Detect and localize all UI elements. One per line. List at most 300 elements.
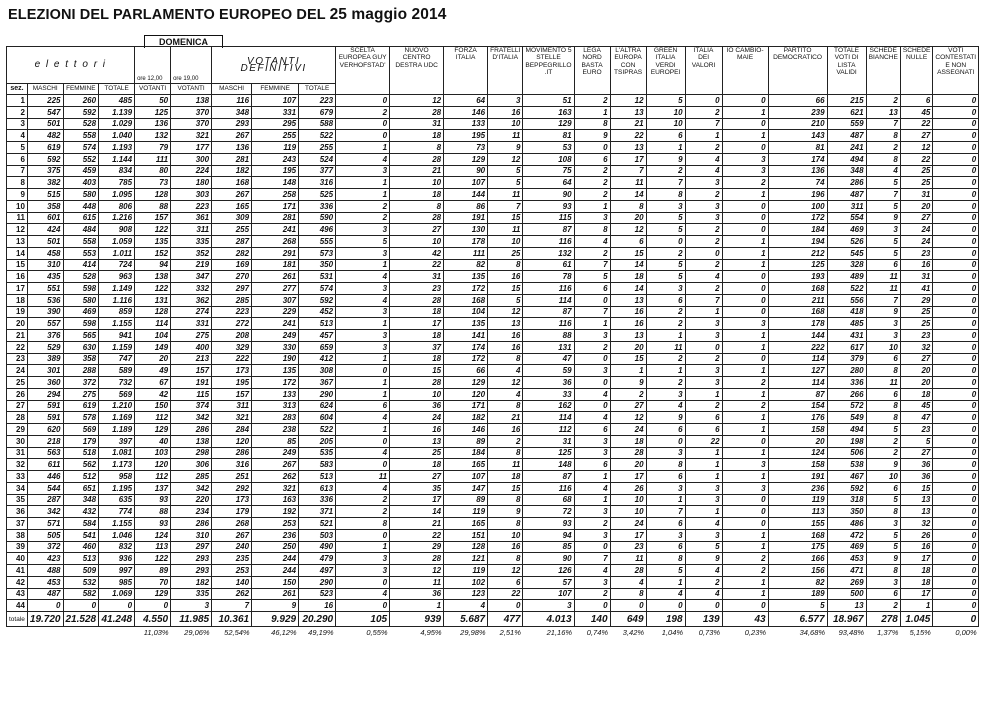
table-cell: 452 (299, 306, 336, 318)
table-cell: 5 (866, 424, 900, 436)
total-cell: 477 (488, 612, 523, 627)
table-cell: 146 (444, 424, 488, 436)
table-cell: 0 (722, 353, 768, 365)
table-cell: 1 (336, 177, 390, 189)
table-cell: 371 (299, 506, 336, 518)
table-cell: 218 (27, 435, 63, 447)
table-row (7, 553, 979, 565)
table-cell: 555 (299, 236, 336, 248)
table-cell: 136 (768, 165, 827, 177)
section-number: 17 (7, 283, 28, 295)
section-number: 18 (7, 294, 28, 306)
table-cell: 13 (610, 330, 646, 342)
table-row (7, 529, 979, 541)
table-cell: 125 (135, 106, 171, 118)
table-cell: 311 (171, 224, 212, 236)
table-cell: 31 (523, 435, 574, 447)
table-cell: 36 (900, 471, 932, 483)
table-cell: 28 (610, 565, 646, 577)
table-cell: 114 (768, 353, 827, 365)
table-cell: 29 (390, 541, 444, 553)
table-cell: 8 (866, 565, 900, 577)
table-row (7, 600, 979, 612)
table-cell: 149 (135, 341, 171, 353)
table-cell: 1.169 (99, 412, 135, 424)
table-cell: 552 (63, 153, 99, 165)
table-cell: 6 (646, 518, 685, 530)
table-cell: 178 (444, 236, 488, 248)
table-row (7, 506, 979, 518)
table-cell: 104 (444, 306, 488, 318)
table-cell: 10 (390, 388, 444, 400)
table-cell: 262 (212, 588, 252, 600)
table-cell: 41 (900, 283, 932, 295)
table-cell: 1.059 (99, 236, 135, 248)
table-cell: 208 (212, 330, 252, 342)
table-cell: 174 (768, 153, 827, 165)
table-cell: 13 (610, 142, 646, 154)
table-cell: 20 (900, 200, 932, 212)
table-cell: 7 (574, 553, 610, 565)
table-cell: 1 (722, 236, 768, 248)
table-cell: 124 (135, 529, 171, 541)
table-cell: 431 (827, 330, 866, 342)
table-cell: 11 (610, 177, 646, 189)
table-cell: 558 (63, 130, 99, 142)
table-cell: 8 (646, 459, 685, 471)
table-cell: 580 (63, 189, 99, 201)
table-cell: 471 (827, 565, 866, 577)
table-cell: 24 (610, 518, 646, 530)
section-number: 31 (7, 447, 28, 459)
party-header: SCHEDE BIANCHE (866, 47, 900, 95)
table-cell: 11 (866, 271, 900, 283)
table-cell: 0 (933, 130, 979, 142)
table-cell: 18 (390, 330, 444, 342)
table-row (7, 294, 979, 306)
table-cell: 0 (933, 283, 979, 295)
table-cell: 2 (646, 247, 685, 259)
table-cell: 5 (488, 177, 523, 189)
table-cell: 28 (390, 294, 444, 306)
table-cell: 532 (63, 576, 99, 588)
table-cell: 294 (27, 388, 63, 400)
table-cell: 6 (866, 353, 900, 365)
table-cell: 3 (574, 447, 610, 459)
total-cell: 20.290 (299, 612, 336, 627)
table-cell: 20 (610, 212, 646, 224)
table-cell: 16 (900, 259, 932, 271)
total-cell: 105 (336, 612, 390, 627)
table-cell: 36 (900, 459, 932, 471)
table-cell: 1.195 (99, 482, 135, 494)
table-cell: 113 (768, 506, 827, 518)
table-cell: 2 (646, 353, 685, 365)
percentage-cell: 3,42% (622, 628, 645, 637)
table-cell: 10 (866, 471, 900, 483)
table-cell: 8 (866, 130, 900, 142)
table-cell: 2 (722, 553, 768, 565)
table-cell: 12 (610, 224, 646, 236)
table-cell: 9 (488, 506, 523, 518)
table-cell: 107 (523, 588, 574, 600)
table-cell: 526 (827, 236, 866, 248)
section-number: 1 (7, 95, 28, 107)
percentage-cell: 5,15% (909, 628, 931, 637)
maschi-header: MASCHI (212, 84, 252, 95)
table-cell: 941 (99, 330, 135, 342)
table-cell: 15 (488, 482, 523, 494)
table-cell: 5 (866, 494, 900, 506)
table-cell: 22 (390, 529, 444, 541)
table-cell: 8 (488, 553, 523, 565)
table-cell: 3 (336, 247, 390, 259)
table-cell: 6 (488, 576, 523, 588)
table-cell: 10 (488, 118, 523, 130)
table-cell: 1.149 (99, 283, 135, 295)
table-cell: 23 (900, 424, 932, 436)
table-cell: 3 (574, 365, 610, 377)
table-cell: 0 (685, 95, 722, 107)
table-cell: 569 (99, 388, 135, 400)
percentage-cell: 93,48% (838, 628, 865, 637)
table-cell: 785 (99, 177, 135, 189)
table-cell: 173 (212, 494, 252, 506)
table-cell: 282 (212, 247, 252, 259)
table-cell: 497 (299, 565, 336, 577)
table-cell: 4 (336, 271, 390, 283)
table-cell: 487 (827, 189, 866, 201)
table-cell: 157 (212, 388, 252, 400)
table-cell: 14 (610, 259, 646, 271)
table-cell: 963 (99, 271, 135, 283)
table-cell: 485 (99, 95, 135, 107)
table-cell: 321 (252, 482, 299, 494)
table-cell: 375 (27, 165, 63, 177)
table-cell: 572 (827, 400, 866, 412)
table-cell: 311 (212, 400, 252, 412)
table-cell: 172 (768, 212, 827, 224)
table-cell: 178 (768, 318, 827, 330)
table-cell: 806 (99, 200, 135, 212)
table-row (7, 224, 979, 236)
table-cell: 613 (299, 482, 336, 494)
table-cell: 191 (171, 377, 212, 389)
table-cell: 128 (444, 541, 488, 553)
table-cell: 2 (722, 565, 768, 577)
table-cell: 0 (574, 142, 610, 154)
table-cell: 18 (390, 353, 444, 365)
table-cell: 94 (135, 259, 171, 271)
table-cell: 0 (933, 518, 979, 530)
table-cell: 382 (27, 177, 63, 189)
table-cell: 2 (722, 377, 768, 389)
table-cell: 590 (299, 212, 336, 224)
table-cell: 28 (390, 553, 444, 565)
table-cell: 133 (252, 388, 299, 400)
table-cell: 321 (171, 130, 212, 142)
table-cell: 22 (488, 588, 523, 600)
table-cell: 0 (722, 212, 768, 224)
table-cell: 16 (390, 424, 444, 436)
table-cell: 486 (827, 518, 866, 530)
table-cell: 1.040 (99, 130, 135, 142)
table-cell: 0 (27, 600, 63, 612)
table-cell: 0 (933, 541, 979, 553)
table-cell: 604 (299, 412, 336, 424)
table-cell: 5 (646, 259, 685, 271)
table-cell: 0 (933, 435, 979, 447)
table-cell: 5 (768, 600, 827, 612)
table-cell: 3 (336, 553, 390, 565)
table-cell: 1 (574, 318, 610, 330)
table-cell: 136 (212, 142, 252, 154)
table-cell: 545 (827, 247, 866, 259)
table-cell: 5 (866, 177, 900, 189)
table-cell: 1 (722, 412, 768, 424)
table-cell: 515 (27, 189, 63, 201)
table-cell: 28 (390, 377, 444, 389)
table-cell: 150 (135, 400, 171, 412)
table-cell: 453 (827, 553, 866, 565)
table-cell: 0 (933, 553, 979, 565)
table-cell: 280 (827, 365, 866, 377)
table-cell: 222 (768, 341, 827, 353)
table-cell: 400 (171, 341, 212, 353)
table-cell: 4 (685, 165, 722, 177)
table-cell: 562 (63, 459, 99, 471)
table-cell: 61 (523, 259, 574, 271)
table-cell: 82 (768, 576, 827, 588)
table-cell: 2 (685, 283, 722, 295)
table-cell: 7 (685, 118, 722, 130)
table-cell: 122 (135, 283, 171, 295)
table-cell: 1 (336, 353, 390, 365)
table-cell: 31 (390, 118, 444, 130)
table-cell: 5 (866, 247, 900, 259)
table-cell: 122 (135, 224, 171, 236)
table-cell: 0 (722, 518, 768, 530)
table-cell: 8 (866, 153, 900, 165)
table-cell: 8 (610, 588, 646, 600)
table-cell: 553 (63, 247, 99, 259)
table-cell: 592 (299, 294, 336, 306)
table-cell: 13 (610, 106, 646, 118)
table-cell: 513 (299, 318, 336, 330)
table-cell: 2 (574, 247, 610, 259)
table-cell: 3 (866, 318, 900, 330)
percentage-cell: 1,04% (661, 628, 684, 637)
table-cell: 9 (646, 412, 685, 424)
table-cell: 310 (27, 259, 63, 271)
table-cell: 7 (646, 177, 685, 189)
table-cell: 229 (252, 306, 299, 318)
table-cell: 22 (900, 153, 932, 165)
table-cell: 1 (722, 529, 768, 541)
party-header: NUOVO CENTRO DESTRA UDC (390, 47, 444, 95)
percentage-cell: 29,06% (184, 628, 210, 637)
table-cell: 1.155 (99, 518, 135, 530)
table-cell: 171 (444, 400, 488, 412)
table-row (7, 377, 979, 389)
table-cell: 281 (252, 212, 299, 224)
table-cell: 2 (574, 518, 610, 530)
section-number: 44 (7, 600, 28, 612)
table-cell: 15 (900, 482, 932, 494)
section-number: 9 (7, 189, 28, 201)
table-cell: 130 (444, 224, 488, 236)
table-cell: 116 (523, 236, 574, 248)
party-header: FORZA ITALIA (444, 47, 488, 95)
table-cell: 181 (252, 259, 299, 271)
table-cell: 6 (646, 294, 685, 306)
table-cell: 12 (488, 153, 523, 165)
table-cell: 213 (171, 353, 212, 365)
table-cell: 482 (27, 130, 63, 142)
table-cell: 556 (827, 294, 866, 306)
table-cell: 191 (768, 471, 827, 483)
table-cell: 8 (610, 200, 646, 212)
table-cell: 119 (252, 142, 299, 154)
table-cell: 85 (523, 541, 574, 553)
table-cell: 122 (135, 553, 171, 565)
table-cell: 5 (574, 271, 610, 283)
table-cell: 313 (252, 400, 299, 412)
table-cell: 460 (63, 541, 99, 553)
table-cell: 128 (135, 306, 171, 318)
table-cell: 182 (212, 165, 252, 177)
table-cell: 0 (685, 341, 722, 353)
table-cell: 255 (212, 224, 252, 236)
table-cell: 8 (574, 224, 610, 236)
table-cell: 0 (574, 353, 610, 365)
table-cell: 0 (933, 236, 979, 248)
table-cell: 119 (768, 494, 827, 506)
table-cell: 2 (574, 177, 610, 189)
table-cell: 111 (135, 153, 171, 165)
table-cell: 249 (252, 447, 299, 459)
table-cell: 541 (63, 529, 99, 541)
table-cell: 156 (768, 565, 827, 577)
table-cell: 307 (252, 294, 299, 306)
table-cell: 258 (252, 189, 299, 201)
table-cell: 329 (212, 341, 252, 353)
table-cell: 11 (488, 189, 523, 201)
table-cell: 239 (768, 106, 827, 118)
table-cell: 144 (444, 189, 488, 201)
table-cell: 17 (900, 588, 932, 600)
percentage-cell: 52,54% (224, 628, 250, 637)
table-cell: 598 (63, 318, 99, 330)
table-cell: 220 (171, 494, 212, 506)
percentage-cell: 11,03% (143, 628, 169, 637)
table-cell: 116 (212, 95, 252, 107)
table-cell: 131 (135, 294, 171, 306)
table-cell: 5 (646, 95, 685, 107)
table-cell: 859 (99, 306, 135, 318)
table-cell: 53 (523, 142, 574, 154)
percentage-cell: 0,73% (698, 628, 721, 637)
table-cell: 165 (444, 518, 488, 530)
table-cell: 448 (63, 200, 99, 212)
table-cell: 5 (646, 271, 685, 283)
table-cell: 0 (722, 494, 768, 506)
table-cell: 522 (827, 283, 866, 295)
table-cell: 306 (171, 459, 212, 471)
table-cell: 348 (827, 165, 866, 177)
table-cell: 3 (336, 330, 390, 342)
table-cell: 162 (523, 400, 574, 412)
table-cell: 6 (646, 471, 685, 483)
table-cell: 20 (610, 459, 646, 471)
table-cell: 617 (827, 341, 866, 353)
table-cell: 5 (336, 236, 390, 248)
table-cell: 25 (900, 306, 932, 318)
table-cell: 104 (135, 330, 171, 342)
table-cell: 7 (866, 189, 900, 201)
table-cell: 287 (27, 494, 63, 506)
table-cell: 732 (99, 377, 135, 389)
table-cell: 1.173 (99, 459, 135, 471)
table-cell: 100 (768, 200, 827, 212)
table-cell: 4 (488, 365, 523, 377)
table-cell: 10 (390, 177, 444, 189)
table-cell: 129 (523, 118, 574, 130)
table-cell: 295 (252, 118, 299, 130)
table-cell: 11 (488, 130, 523, 142)
table-cell: 11 (390, 576, 444, 588)
table-cell: 103 (135, 447, 171, 459)
table-cell: 3 (171, 600, 212, 612)
section-number: 23 (7, 353, 28, 365)
ore19-header: ore 19,00 (171, 47, 212, 84)
table-row (7, 471, 979, 483)
table-cell: 107 (252, 95, 299, 107)
table-cell: 8 (646, 553, 685, 565)
table-cell: 0 (933, 482, 979, 494)
table-cell: 12 (488, 377, 523, 389)
table-cell: 582 (63, 588, 99, 600)
table-cell: 1 (685, 459, 722, 471)
percentage-cell: 0,74% (586, 628, 609, 637)
section-number: 30 (7, 435, 28, 447)
table-cell: 484 (63, 224, 99, 236)
total-cell: 4.550 (135, 612, 171, 627)
table-cell: 10 (488, 529, 523, 541)
table-cell: 266 (827, 388, 866, 400)
section-number: 11 (7, 212, 28, 224)
total-cell: 18.967 (827, 612, 866, 627)
table-cell: 28 (390, 106, 444, 118)
table-cell: 4 (336, 447, 390, 459)
table-cell: 301 (27, 365, 63, 377)
table-cell: 3 (685, 377, 722, 389)
table-cell: 1 (685, 471, 722, 483)
table-cell: 624 (299, 400, 336, 412)
table-cell: 1 (610, 365, 646, 377)
table-cell: 37 (390, 341, 444, 353)
table-cell: 0 (933, 388, 979, 400)
table-cell: 535 (299, 447, 336, 459)
table-cell: 255 (299, 142, 336, 154)
table-cell: 412 (299, 353, 336, 365)
table-cell: 985 (99, 576, 135, 588)
table-cell: 0 (722, 200, 768, 212)
table-cell: 370 (171, 118, 212, 130)
table-cell: 236 (252, 529, 299, 541)
table-cell: 36 (390, 588, 444, 600)
table-cell: 1 (336, 424, 390, 436)
